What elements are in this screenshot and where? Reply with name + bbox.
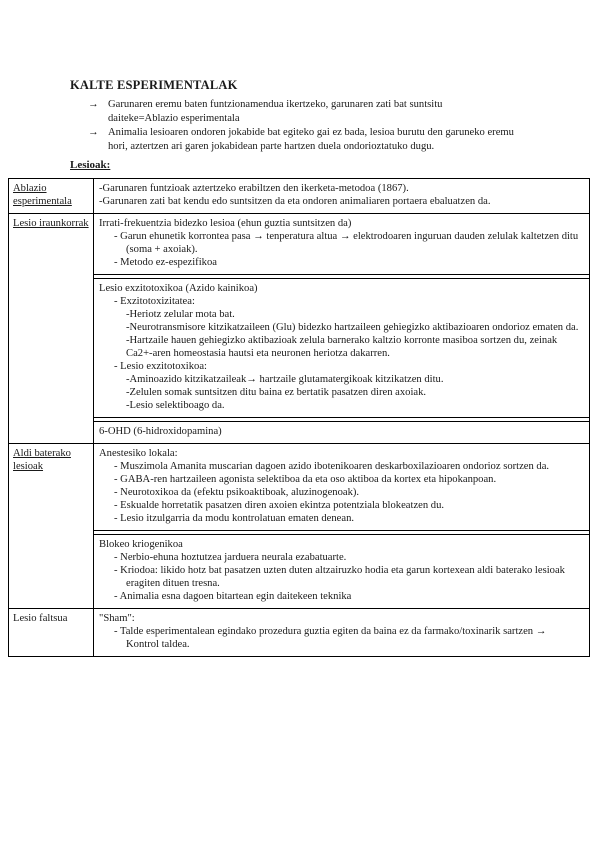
text-line: - Muszimola Amanita muscarian dagoen azido ibotenikoaren deskarboxilazioaren ondorioz sortzen da.	[114, 461, 550, 472]
row-label: Aldi baterako lesioak	[9, 444, 94, 608]
content-subcell	[94, 278, 589, 418]
row-content	[94, 214, 589, 443]
text-line: -Zelulen somak suntsitzen ditu baina ez bertatik pasatzen diren axoiak.	[126, 387, 427, 398]
text-line: - Nerbio-ehuna hoztutzea jarduera neurala ezabatuarte.	[114, 552, 347, 563]
content-subcell	[94, 179, 589, 213]
text-line: - Metodo ez-espezifikoa	[114, 257, 217, 268]
row-content	[94, 444, 589, 608]
text-line: -Garunaren funtzioak aztertzeko erabiltzen den ikerketa-metodoa (1867).	[99, 183, 409, 194]
text-line: Irrati-frekuentzia bidezko lesioa (ehun guztia suntsitzen da)	[99, 218, 352, 229]
row-label: Lesio faltsua	[9, 609, 94, 656]
row-label: Ablazio esperimentala	[9, 179, 94, 213]
table-row	[9, 608, 589, 656]
text-line: - Neurotoxikoa da (efektu psikoaktiboak, aluzinogenoak).	[114, 487, 360, 498]
content-subcell	[94, 609, 589, 656]
row-label: Lesio iraunkorrak	[9, 214, 94, 443]
page-title: KALTE ESPERIMENTALAK	[70, 78, 238, 92]
arrow-icon: →	[88, 99, 99, 110]
section-heading: Lesioak:	[70, 159, 111, 171]
text-line: - Garun ehunetik korrontea pasa → tenperatura altua → elektrodoaren inguruan dauden zelulak kaltetzen ditu (soma + axoiak).	[114, 231, 579, 255]
row-content	[94, 179, 589, 213]
content-subcell	[94, 214, 589, 275]
text-line: -Heriotz zelular mota bat.	[126, 309, 235, 320]
text-line: -Garunaren zati bat kendu edo suntsitzen da eta ondoren animaliaren portaera ebaluatzen da.	[99, 196, 491, 207]
row-content	[94, 609, 589, 656]
text-line: -Hartzaile hauen gehiegizko aktibazioak zelula barnerako kaltzio korronte masiboa sortzen du, zeinak Ca2+-aren homeostasia hautsi eta neuronen heriotza dakarren.	[126, 335, 558, 359]
text-line: 6-OHD (6-hidroxidopamina)	[99, 426, 222, 437]
table-row	[9, 443, 589, 608]
content-subcell	[94, 421, 589, 443]
text-line: - GABA-ren hartzaileen agonista selektiboa da eta oso aktiboa da kortex eta hipokanpoan.	[114, 474, 497, 485]
arrow-icon: →	[88, 127, 99, 138]
intro-bullet-text: Animalia lesioaren ondoren jokabide bat egiteko gai ez bada, lesioa burutu den garuneko eremu hori, aztertzen ari garen jokabidean parte hartzen duela ondorioztatuko dugu.	[108, 127, 514, 152]
text-line: -Neurotransmisore kitzikatzaileen (Glu) bidezko hartzaileen gehiegizko aktibazioaren ondorioz ematen da.	[126, 322, 579, 333]
table-row	[9, 179, 589, 213]
text-line: Lesio exzitotoxikoa (Azido kainikoa)	[99, 283, 258, 294]
text-line: - Exzitotoxizitatea:	[114, 296, 195, 307]
intro-bullet	[88, 126, 514, 154]
intro-bullet-text: Garunaren eremu baten funtzionamendua ikertzeko, garunaren zati bat suntsitu daiteke=Ablazio esperimentala	[108, 99, 443, 124]
content-subcell	[94, 534, 589, 608]
text-line: - Lesio exzitotoxikoa:	[114, 361, 207, 372]
text-line: -Aminoazido kitzikatzaileak→ hartzaile glutamatergikoak kitzikatzen ditu.	[126, 374, 444, 385]
lesions-table	[8, 178, 590, 657]
document-header	[0, 0, 600, 171]
text-line: "Sham":	[99, 613, 135, 624]
text-line: - Talde esperimentalean egindako prozedura guztia egiten da baina ez da farmako/toxinarik sartzen → Kontrol taldea.	[114, 626, 547, 650]
content-subcell	[94, 444, 589, 531]
text-line: - Kriodoa: likido hotz bat pasatzen uzten duten altzairuzko hodia eta garun kortexean aldi baterako lesioak eragiten dituen tresna.	[114, 565, 565, 589]
intro-list	[88, 98, 514, 154]
text-line: Anestesiko lokala:	[99, 448, 178, 459]
text-line: - Eskualde horretatik pasatzen diren axoien ekintza potentziala blokeatzen du.	[114, 500, 445, 511]
text-line: - Animalia esna dagoen bitartean egin daitekeen teknika	[114, 591, 352, 602]
table-row	[9, 213, 589, 443]
text-line: Blokeo kriogenikoa	[99, 539, 183, 550]
text-line: -Lesio selektiboago da.	[126, 400, 225, 411]
intro-bullet	[88, 98, 514, 126]
text-line: - Lesio itzulgarria da modu kontrolatuan ematen denean.	[114, 513, 355, 524]
